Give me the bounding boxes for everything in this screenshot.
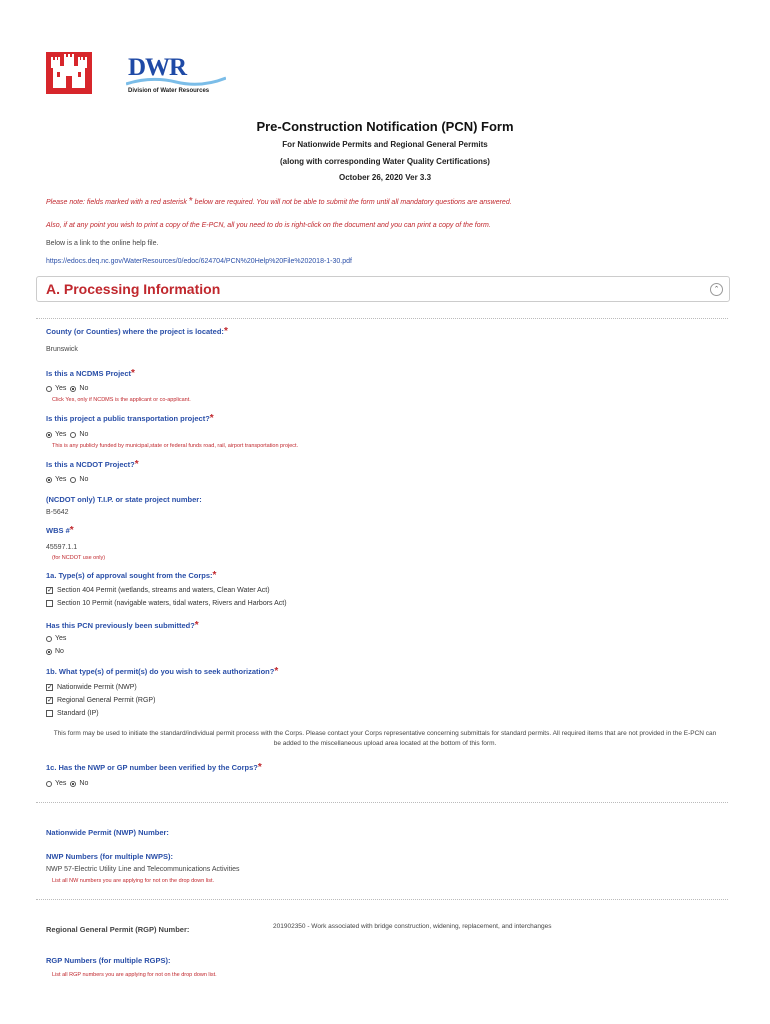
form-version: October 26, 2020 Ver 3.3 — [338, 173, 432, 182]
rgp-number-label: Regional General Permit (RGP) Number: — [46, 925, 190, 934]
chevron-up-icon[interactable]: ⌃ — [710, 283, 723, 296]
divider — [36, 899, 728, 900]
ncdms-no-radio[interactable] — [70, 386, 76, 392]
ncdot-options: Yes No — [46, 476, 92, 483]
dwr-logo-subtitle: Division of Water Resources — [128, 88, 210, 94]
help-link[interactable]: https://edocs.deq.nc.gov/WaterResources/0/edoc/624704/PCN%20Help%20File%202018-1-30.pdf — [46, 258, 352, 265]
verified-options: Yes No — [46, 780, 92, 787]
help-intro: Below is a link to the online help file. — [46, 240, 159, 247]
permit-rgp-checkbox[interactable]: ✓ — [47, 697, 53, 704]
prev-no-radio[interactable] — [46, 649, 52, 655]
wbs-value: 45597.1.1 — [46, 544, 78, 551]
section-title: A. Processing Information — [46, 281, 221, 297]
ncdms-hint: Click Yes, only if NCDMS is the applicant or co-applicant. — [52, 397, 191, 403]
transport-hint: This is any publicly funded by municipal,state or federal funds road, rail, airport transportation project. — [52, 443, 299, 449]
form-subtitle-2: (along with corresponding Water Quality Certifications) — [280, 157, 490, 166]
county-label: County (or Counties) where the project is located:* — [46, 326, 228, 337]
ncdms-label: Is this a NCDMS Project* — [46, 368, 135, 379]
ncdot-no-radio[interactable] — [70, 477, 76, 483]
approval-10-option: Section 10 Permit (navigable waters, tidal waters, Rivers and Harbors Act) — [46, 600, 287, 607]
divider — [36, 318, 728, 319]
standard-permit-info: This form may be used to initiate the standard/individual permit process with the Corps. Please contact your Corps representative concerning submittals for standard permits. All required items that are not provided in the E-PCN can be added to the miscellaneous upload area located at the bottom of this form. — [53, 730, 717, 747]
prev-no-option: No — [46, 648, 64, 655]
rgp-number-value: 201902350 - Work associated with bridge construction, widening, replacement, and interchanges — [273, 923, 552, 930]
prev-yes-radio[interactable] — [46, 636, 52, 642]
county-value: Brunswick — [46, 346, 78, 353]
section-processing-header[interactable] — [36, 276, 730, 302]
ncdms-yes-radio[interactable] — [46, 386, 52, 392]
usace-castle-logo — [46, 52, 92, 94]
transport-options: Yes No — [46, 431, 92, 438]
permit-nwp-option: ✓ Nationwide Permit (NWP) — [47, 684, 137, 691]
verified-label: 1c. Has the NWP or GP number been verified by the Corps?* — [46, 762, 262, 773]
approval-10-checkbox[interactable] — [46, 600, 53, 607]
prev-label: Has this PCN previously been submitted?* — [46, 620, 199, 631]
permit-ip-checkbox[interactable] — [46, 710, 53, 717]
permit-ip-option: Standard (IP) — [46, 710, 99, 717]
verified-no-radio[interactable] — [70, 781, 76, 787]
wbs-label: WBS #* — [46, 525, 74, 536]
rgp-hint: List all RGP numbers you are applying for not on the drop down list. — [52, 972, 217, 978]
approval-404-checkbox[interactable]: ✓ — [47, 587, 53, 594]
approval-404-option: ✓ Section 404 Permit (wetlands, streams and waters, Clean Water Act) — [47, 587, 270, 594]
rgp-numbers-label: RGP Numbers (for multiple RGPS): — [46, 956, 171, 965]
transport-no-radio[interactable] — [70, 432, 76, 438]
nwp-numbers-label: NWP Numbers (for multiple NWPS): — [46, 852, 173, 861]
permit-rgp-option: ✓ Regional General Permit (RGP) — [47, 697, 156, 704]
verified-yes-radio[interactable] — [46, 781, 52, 787]
ncdot-label: Is this a NCDOT Project?* — [46, 459, 139, 470]
prev-yes-option: Yes — [46, 635, 66, 642]
tip-label: (NCDOT only) T.I.P. or state project number: — [46, 495, 202, 504]
ncdms-options: Yes No — [46, 385, 92, 392]
divider — [36, 802, 728, 803]
tip-value: B-5642 — [46, 509, 69, 516]
form-title: Pre-Construction Notification (PCN) Form — [256, 119, 514, 134]
form-subtitle: For Nationwide Permits and Regional General Permits — [282, 140, 488, 149]
dwr-logo — [126, 54, 226, 98]
nwp-numbers-value: NWP 57-Electric Utility Line and Telecommunications Activities — [46, 866, 240, 873]
wbs-hint: (for NCDOT use only) — [52, 555, 106, 561]
ncdot-yes-radio[interactable] — [46, 477, 52, 483]
dwr-logo-text: DWR — [128, 54, 187, 81]
nwp-hint: List all NW numbers you are applying for not on the drop down list. — [52, 878, 215, 884]
print-note: Also, if at any point you wish to print a copy of the E-PCN, all you need to do is right-click on the document and you can print a copy of the form. — [46, 222, 491, 229]
transport-label: Is this project a public transportation project?* — [46, 413, 214, 424]
dwr-wave-icon — [126, 76, 226, 88]
approval-label: 1a. Type(s) of approval sought from the Corps:* — [46, 570, 217, 581]
transport-yes-radio[interactable] — [46, 432, 52, 438]
required-note: Please note: fields marked with a red asterisk * below are required. You will not be able to submit the form until all mandatory questions are answered. — [46, 196, 512, 207]
permit-label: 1b. What type(s) of permit(s) do you wish to seek authorization?* — [46, 666, 279, 677]
permit-nwp-checkbox[interactable]: ✓ — [47, 684, 53, 691]
nwp-number-label: Nationwide Permit (NWP) Number: — [46, 828, 169, 837]
